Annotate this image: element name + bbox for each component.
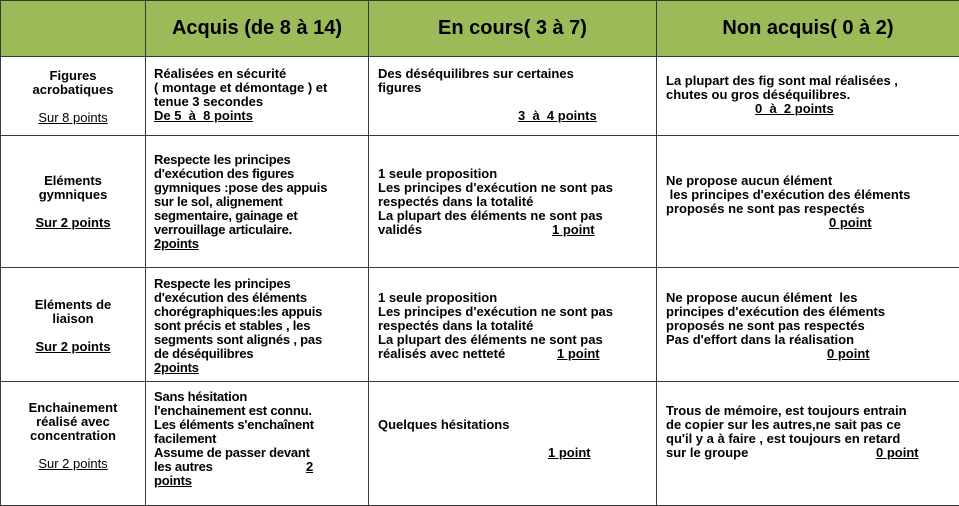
header-en-cours: En cours( 3 à 7) [369, 1, 657, 57]
non-acquis-text: sur le groupe [666, 446, 748, 460]
non-acquis-text: La plupart des fig sont mal réalisées , [666, 74, 898, 88]
table-row [1, 268, 959, 382]
critere-cell [1, 382, 146, 506]
acquis-text: l'enchainement est connu. [154, 404, 312, 418]
en-cours-points: 1 point [552, 223, 595, 237]
acquis-text: de déséquilibres [154, 347, 253, 361]
en-cours-points: 3 à 4 points [518, 109, 597, 123]
critere-label: liaison [1, 312, 145, 326]
en-cours-points: 1 point [548, 446, 591, 460]
acquis-cell [146, 268, 369, 382]
acquis-text: segments sont alignés , pas [154, 333, 322, 347]
acquis-text: Respecte les principes [154, 153, 291, 167]
en-cours-text: Les principes d'exécution ne sont pas [378, 305, 613, 319]
critere-label: Eléments [1, 174, 145, 188]
acquis-cell [146, 382, 369, 506]
acquis-text: Assume de passer devant [154, 446, 310, 460]
header-row [1, 1, 959, 57]
non-acquis-points: 0 à 2 points [755, 102, 834, 116]
critere-label: Enchainement [1, 401, 145, 415]
en-cours-text: 1 seule proposition [378, 167, 497, 181]
non-acquis-text: les principes d'exécution des éléments [666, 188, 910, 202]
acquis-cell [146, 57, 369, 136]
non-acquis-cell [657, 136, 959, 268]
en-cours-text: La plupart des éléments ne sont pas [378, 209, 603, 223]
table-row [1, 382, 959, 506]
acquis-points: 2points [154, 237, 199, 251]
critere-label: réalisé avec [1, 415, 145, 429]
acquis-text: tenue 3 secondes [154, 95, 263, 109]
en-cours-text: réalisés avec netteté [378, 347, 505, 361]
header-acquis: Acquis (de 8 à 14) [146, 1, 369, 57]
acquis-text: les autres [154, 460, 213, 474]
acquis-text: facilement [154, 432, 216, 446]
acquis-text: gymniques :pose des appuis [154, 181, 327, 195]
acquis-text: Les éléments s'enchaînent [154, 418, 314, 432]
en-cours-cell [369, 57, 657, 136]
non-acquis-cell [657, 57, 959, 136]
en-cours-text: La plupart des éléments ne sont pas [378, 333, 603, 347]
acquis-text: sont précis et stables , les [154, 319, 310, 333]
acquis-points: 2 [306, 460, 313, 474]
critere-cell [1, 57, 146, 136]
non-acquis-text: Ne propose aucun élément les [666, 291, 857, 305]
critere-label: acrobatiques [1, 83, 145, 97]
acquis-text: ( montage et démontage ) et [154, 81, 327, 95]
non-acquis-points: 0 point [827, 347, 870, 361]
points-label: Sur 2 points [38, 456, 107, 471]
points-label: Sur 2 points [35, 215, 110, 230]
en-cours-text: Des déséquilibres sur certaines [378, 67, 574, 81]
acquis-points: 2points [154, 361, 199, 375]
en-cours-text: 1 seule proposition [378, 291, 497, 305]
acquis-text: d'exécution des éléments [154, 291, 307, 305]
en-cours-cell [369, 382, 657, 506]
non-acquis-text: chutes ou gros déséquilibres. [666, 88, 850, 102]
non-acquis-cell [657, 382, 959, 506]
acquis-text: sur le sol, alignement [154, 195, 283, 209]
points-label: Sur 2 points [35, 339, 110, 354]
non-acquis-text: de copier sur les autres,ne sait pas ce [666, 418, 901, 432]
table-row [1, 136, 959, 268]
non-acquis-points: 0 point [876, 446, 919, 460]
en-cours-text: respectés dans la totalité [378, 319, 533, 333]
acquis-text: verrouillage articulaire. [154, 223, 292, 237]
en-cours-text: Les principes d'exécution ne sont pas [378, 181, 613, 195]
acquis-points: points [154, 474, 192, 488]
critere-label: Eléments de [1, 298, 145, 312]
en-cours-text: Quelques hésitations [378, 418, 509, 432]
critere-label: gymniques [1, 188, 145, 202]
table-row [1, 57, 959, 136]
non-acquis-text: proposés ne sont pas respectés [666, 319, 865, 333]
en-cours-points: 1 point [557, 347, 600, 361]
non-acquis-text: Pas d'effort dans la réalisation [666, 333, 854, 347]
acquis-text: d'exécution des figures [154, 167, 294, 181]
non-acquis-text: Ne propose aucun élément [666, 174, 832, 188]
acquis-text: Réalisées en sécurité [154, 67, 286, 81]
non-acquis-cell [657, 268, 959, 382]
non-acquis-text: principes d'exécution des éléments [666, 305, 885, 319]
acquis-text: segmentaire, gainage et [154, 209, 298, 223]
en-cours-text: validés [378, 223, 422, 237]
header-non-acquis: Non acquis( 0 à 2) [657, 1, 959, 57]
acquis-text: Sans hésitation [154, 390, 247, 404]
critere-cell [1, 136, 146, 268]
en-cours-text: figures [378, 81, 421, 95]
non-acquis-text: Trous de mémoire, est toujours entrain [666, 404, 907, 418]
points-label: Sur 8 points [38, 110, 107, 125]
en-cours-text: respectés dans la totalité [378, 195, 533, 209]
acquis-text: chorégraphiques:les appuis [154, 305, 322, 319]
non-acquis-text: qu'il y a à faire , est toujours en retard [666, 432, 900, 446]
acquis-text: Respecte les principes [154, 277, 291, 291]
non-acquis-points: 0 point [829, 216, 872, 230]
acquis-points: De 5 à 8 points [154, 109, 253, 123]
critere-label: Figures [1, 69, 145, 83]
non-acquis-text: proposés ne sont pas respectés [666, 202, 865, 216]
acquis-cell [146, 136, 369, 268]
critere-cell [1, 268, 146, 382]
header-corner [1, 1, 146, 57]
critere-label: concentration [1, 429, 145, 443]
en-cours-cell [369, 136, 657, 268]
en-cours-cell [369, 268, 657, 382]
